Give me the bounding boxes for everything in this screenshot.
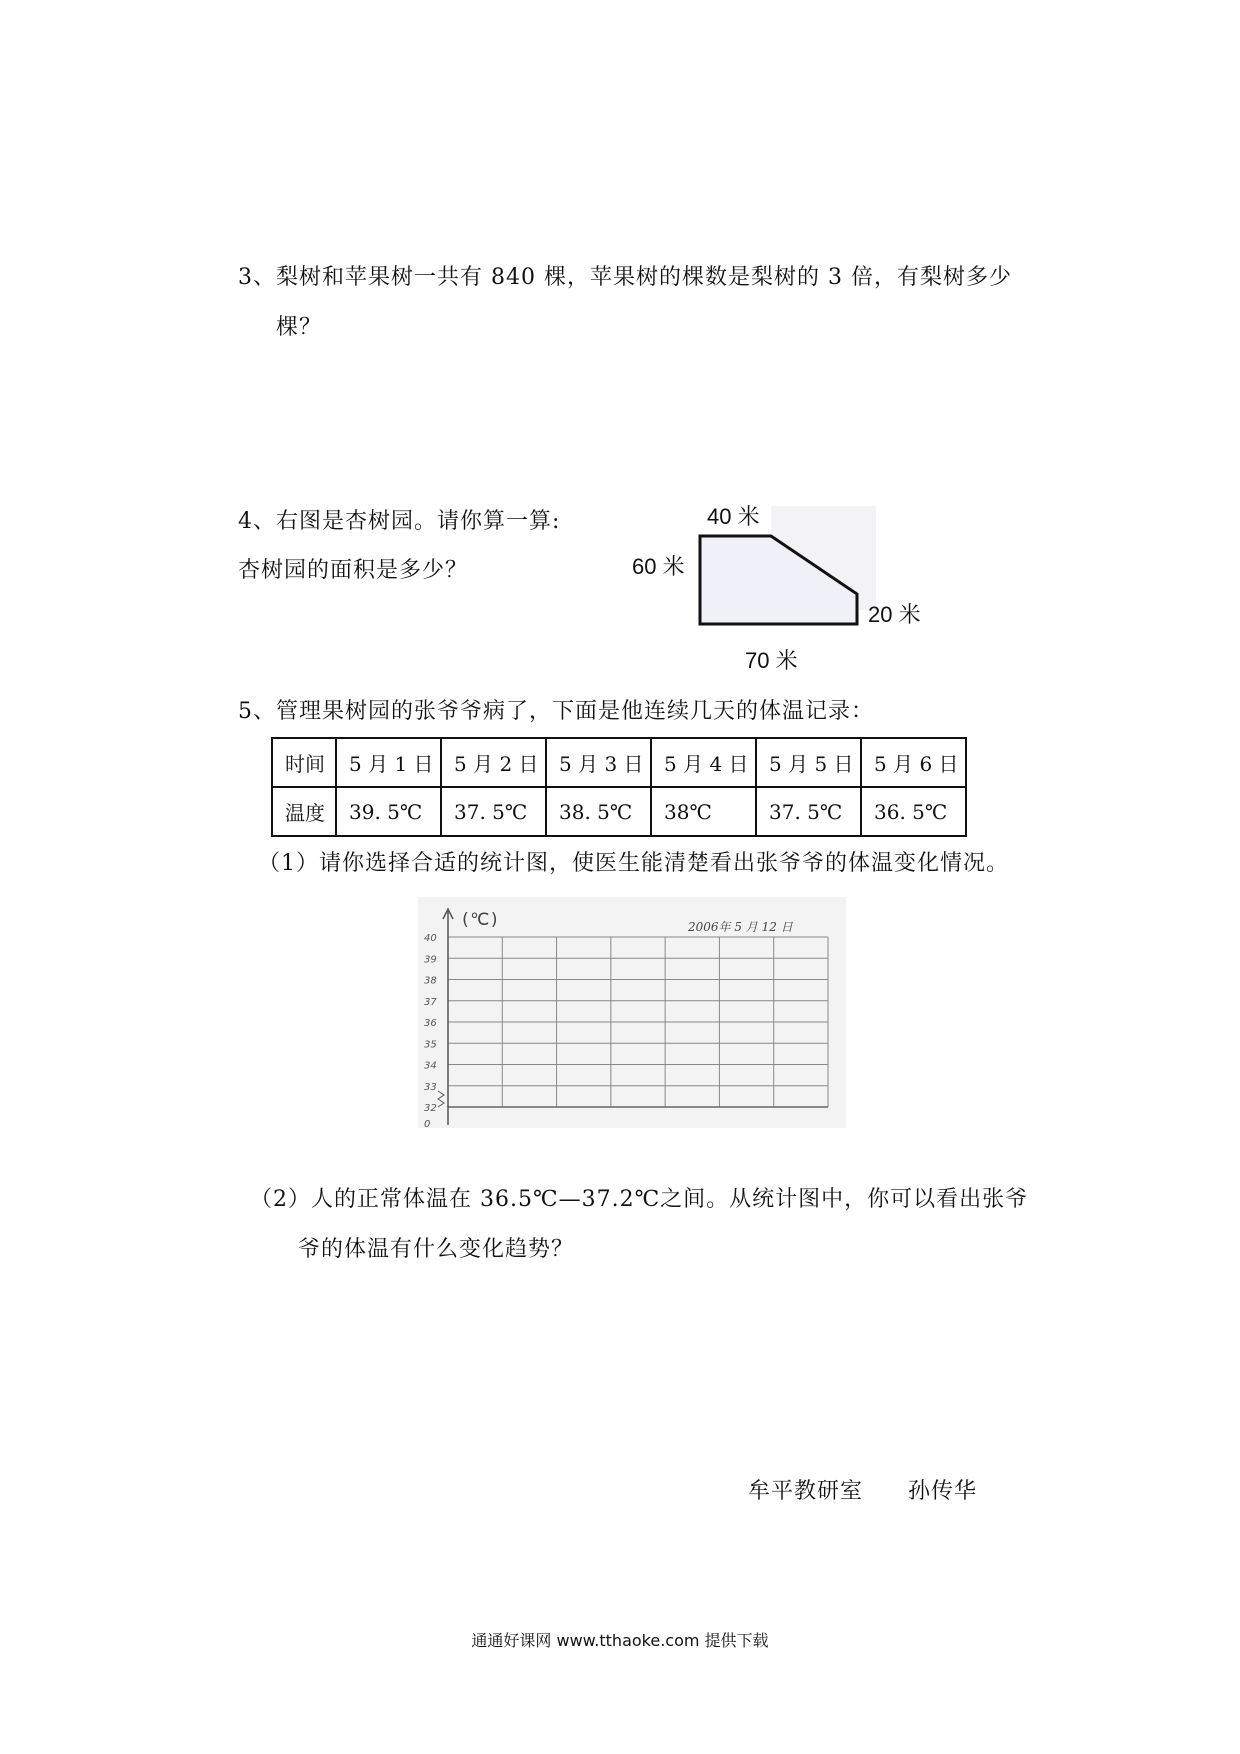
signature-org: 牟平教研室 — [748, 1479, 864, 1504]
y-tick-label: 35 — [424, 1039, 437, 1051]
q3-line2: 棵？ — [276, 315, 323, 340]
table-cell-date: 5 月 3 日 — [546, 738, 651, 787]
grid-unit: (℃) — [460, 910, 500, 930]
q4-line2: 杏树园的面积是多少？ — [238, 558, 469, 583]
table-row — [272, 787, 966, 836]
q3-line1: 3、梨树和苹果树一共有 840 棵，苹果树的棵数是梨树的 3 倍，有梨树多少 — [238, 265, 1012, 290]
y-tick-label: 39 — [424, 954, 437, 966]
table-cell-temp: 39. 5℃ — [336, 787, 441, 836]
y-tick-label: 36 — [424, 1018, 437, 1029]
table-row — [272, 738, 966, 787]
y-tick-label: 34 — [424, 1060, 437, 1072]
q5-part2-line1: （2）人的正常体温在 36.5℃—37.2℃之间。从统计图中，你可以看出张爷 — [250, 1187, 1029, 1212]
page-footer: 通通好课网 www.tthaoke.com 提供下载 — [471, 1631, 769, 1650]
label-right: 20 米 — [868, 602, 921, 627]
row-header-time: 时间 — [272, 738, 336, 787]
y-tick-label: 40 — [424, 933, 437, 944]
temperature-table — [271, 737, 967, 837]
table-cell-date: 5 月 5 日 — [756, 738, 861, 787]
table-cell-date: 5 月 4 日 — [651, 738, 756, 787]
table-cell-temp: 38℃ — [651, 787, 756, 836]
q5-part2-line2: 爷的体温有什么变化趋势？ — [298, 1237, 575, 1262]
y-tick-label: 32 — [424, 1103, 437, 1114]
table-cell-date: 5 月 6 日 — [861, 738, 966, 787]
blank-chart-grid — [418, 897, 846, 1128]
axis-break-icon — [438, 1091, 444, 1107]
y-tick-label: 37 — [424, 996, 437, 1008]
grid-svg — [418, 897, 846, 1128]
q5-intro: 5、管理果树园的张爷爷病了，下面是他连续几天的体温记录： — [238, 699, 874, 724]
label-left: 60 米 — [632, 554, 685, 579]
signature-author: 孙传华 — [908, 1479, 978, 1504]
row-header-temp: 温度 — [272, 787, 336, 836]
grid-date: 2006年 5 月 12 日 — [688, 920, 793, 934]
table-cell-temp: 37. 5℃ — [441, 787, 546, 836]
y-tick-label: 33 — [424, 1081, 437, 1093]
table-cell-date: 5 月 1 日 — [336, 738, 441, 787]
table-cell-date: 5 月 2 日 — [441, 738, 546, 787]
table-cell-temp: 37. 5℃ — [756, 787, 861, 836]
table-cell-temp: 38. 5℃ — [546, 787, 651, 836]
q5-part1: （1）请你选择合适的统计图，使医生能清楚看出张爷爷的体温变化情况。 — [258, 851, 1009, 876]
q4-line1: 4、右图是杏树园。请你算一算: — [238, 509, 561, 534]
y-tick-label: 38 — [424, 975, 437, 987]
table-cell-temp: 36. 5℃ — [861, 787, 966, 836]
label-top: 40 米 — [707, 504, 760, 529]
y-tick-label: 0 — [424, 1119, 431, 1128]
label-bottom: 70 米 — [745, 648, 798, 673]
